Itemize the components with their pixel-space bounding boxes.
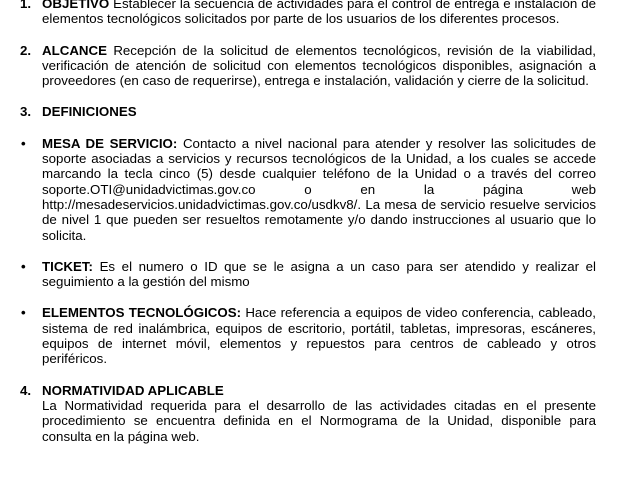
section-number: 3. bbox=[20, 104, 32, 120]
section-body: Recepción de la solicitud de elementos tecnológicos, revisión de la viabilidad, verificación de atención de solicitud con elementos tecnológicos disponibles, asignación a proveedores (en caso de requerirse), entrega e instalación, validación y cierre de la solicitud. bbox=[42, 42, 597, 89]
section-paragraph bbox=[42, 104, 596, 119]
section-heading: NORMATIVIDAD APLICABLE bbox=[42, 382, 224, 398]
section-paragraph bbox=[42, 43, 596, 89]
section-alcance bbox=[0, 43, 618, 89]
section-heading: ALCANCE bbox=[42, 42, 108, 58]
bullet-icon: • bbox=[21, 135, 26, 151]
definition-paragraph bbox=[42, 305, 596, 366]
section-body: Establecer la secuencia de actividades para el control de entrega e instalación de elementos tecnológicos solicitados por parte de los usuarios de los diferentes procesos. bbox=[42, 0, 597, 27]
section-objetivo bbox=[0, 0, 618, 27]
definition-body: Hace referencia a equipos de video conferencia, cableado, sistema de red inalámbrica, equipos de escritorio, portátil, tabletas, impresoras, escáneres, equipos de internet móvil, elementos y repuestos para centros de cableado y otros periféricos. bbox=[42, 305, 597, 367]
section-normatividad bbox=[0, 383, 618, 444]
definition-body: Contacto a nivel nacional para atender y resolver las solicitudes de soporte asociadas a servicios y recursos tecnológicos de la Unidad, a los cuales se accede marcando la tecla cinco (5) desde cualquier teléfono de la Unidad o a través del correo soporte.OTI@unidadvictimas.gov.co o en la página web http://mesadeservicios.unidadvictimas.gov.co/usdkv8/. La mesa de servicio resuelve servicios de nivel 1 que pueden ser resueltos remotamente y/o dando instrucciones al usuario que lo solicita. bbox=[42, 135, 596, 243]
definition-term: MESA DE SERVICIO: bbox=[42, 135, 178, 151]
section-number: 2. bbox=[20, 42, 32, 58]
definition-term: ELEMENTOS TECNOLÓGICOS: bbox=[42, 305, 242, 321]
section-heading: DEFINICIONES bbox=[42, 104, 137, 120]
section-body: La Normatividad requerida para el desarrollo de las actividades citadas en el presente procedimiento se encuentra definida en el Normograma de la Unidad, disponible para consulta en la página web. bbox=[42, 397, 596, 444]
section-heading-line bbox=[42, 383, 596, 398]
section-number: 4. bbox=[20, 382, 32, 398]
bullet-icon: • bbox=[21, 305, 26, 321]
definition-body: Es el numero o ID que se le asigna a un caso para ser atendido y realizar el seguimiento a la gestión del mismo bbox=[42, 258, 596, 290]
definition-ticket bbox=[0, 259, 618, 290]
section-heading: OBJETIVO bbox=[42, 0, 110, 11]
definition-mesa-de-servicio bbox=[0, 136, 618, 243]
definition-term: TICKET: bbox=[42, 258, 93, 274]
section-number: 1. bbox=[20, 0, 32, 11]
definition-paragraph bbox=[42, 136, 596, 243]
definition-elementos-tecnologicos bbox=[0, 305, 618, 366]
section-definiciones bbox=[0, 104, 618, 119]
section-paragraph bbox=[42, 0, 596, 27]
definition-paragraph bbox=[42, 259, 596, 290]
bullet-icon: • bbox=[21, 258, 26, 274]
